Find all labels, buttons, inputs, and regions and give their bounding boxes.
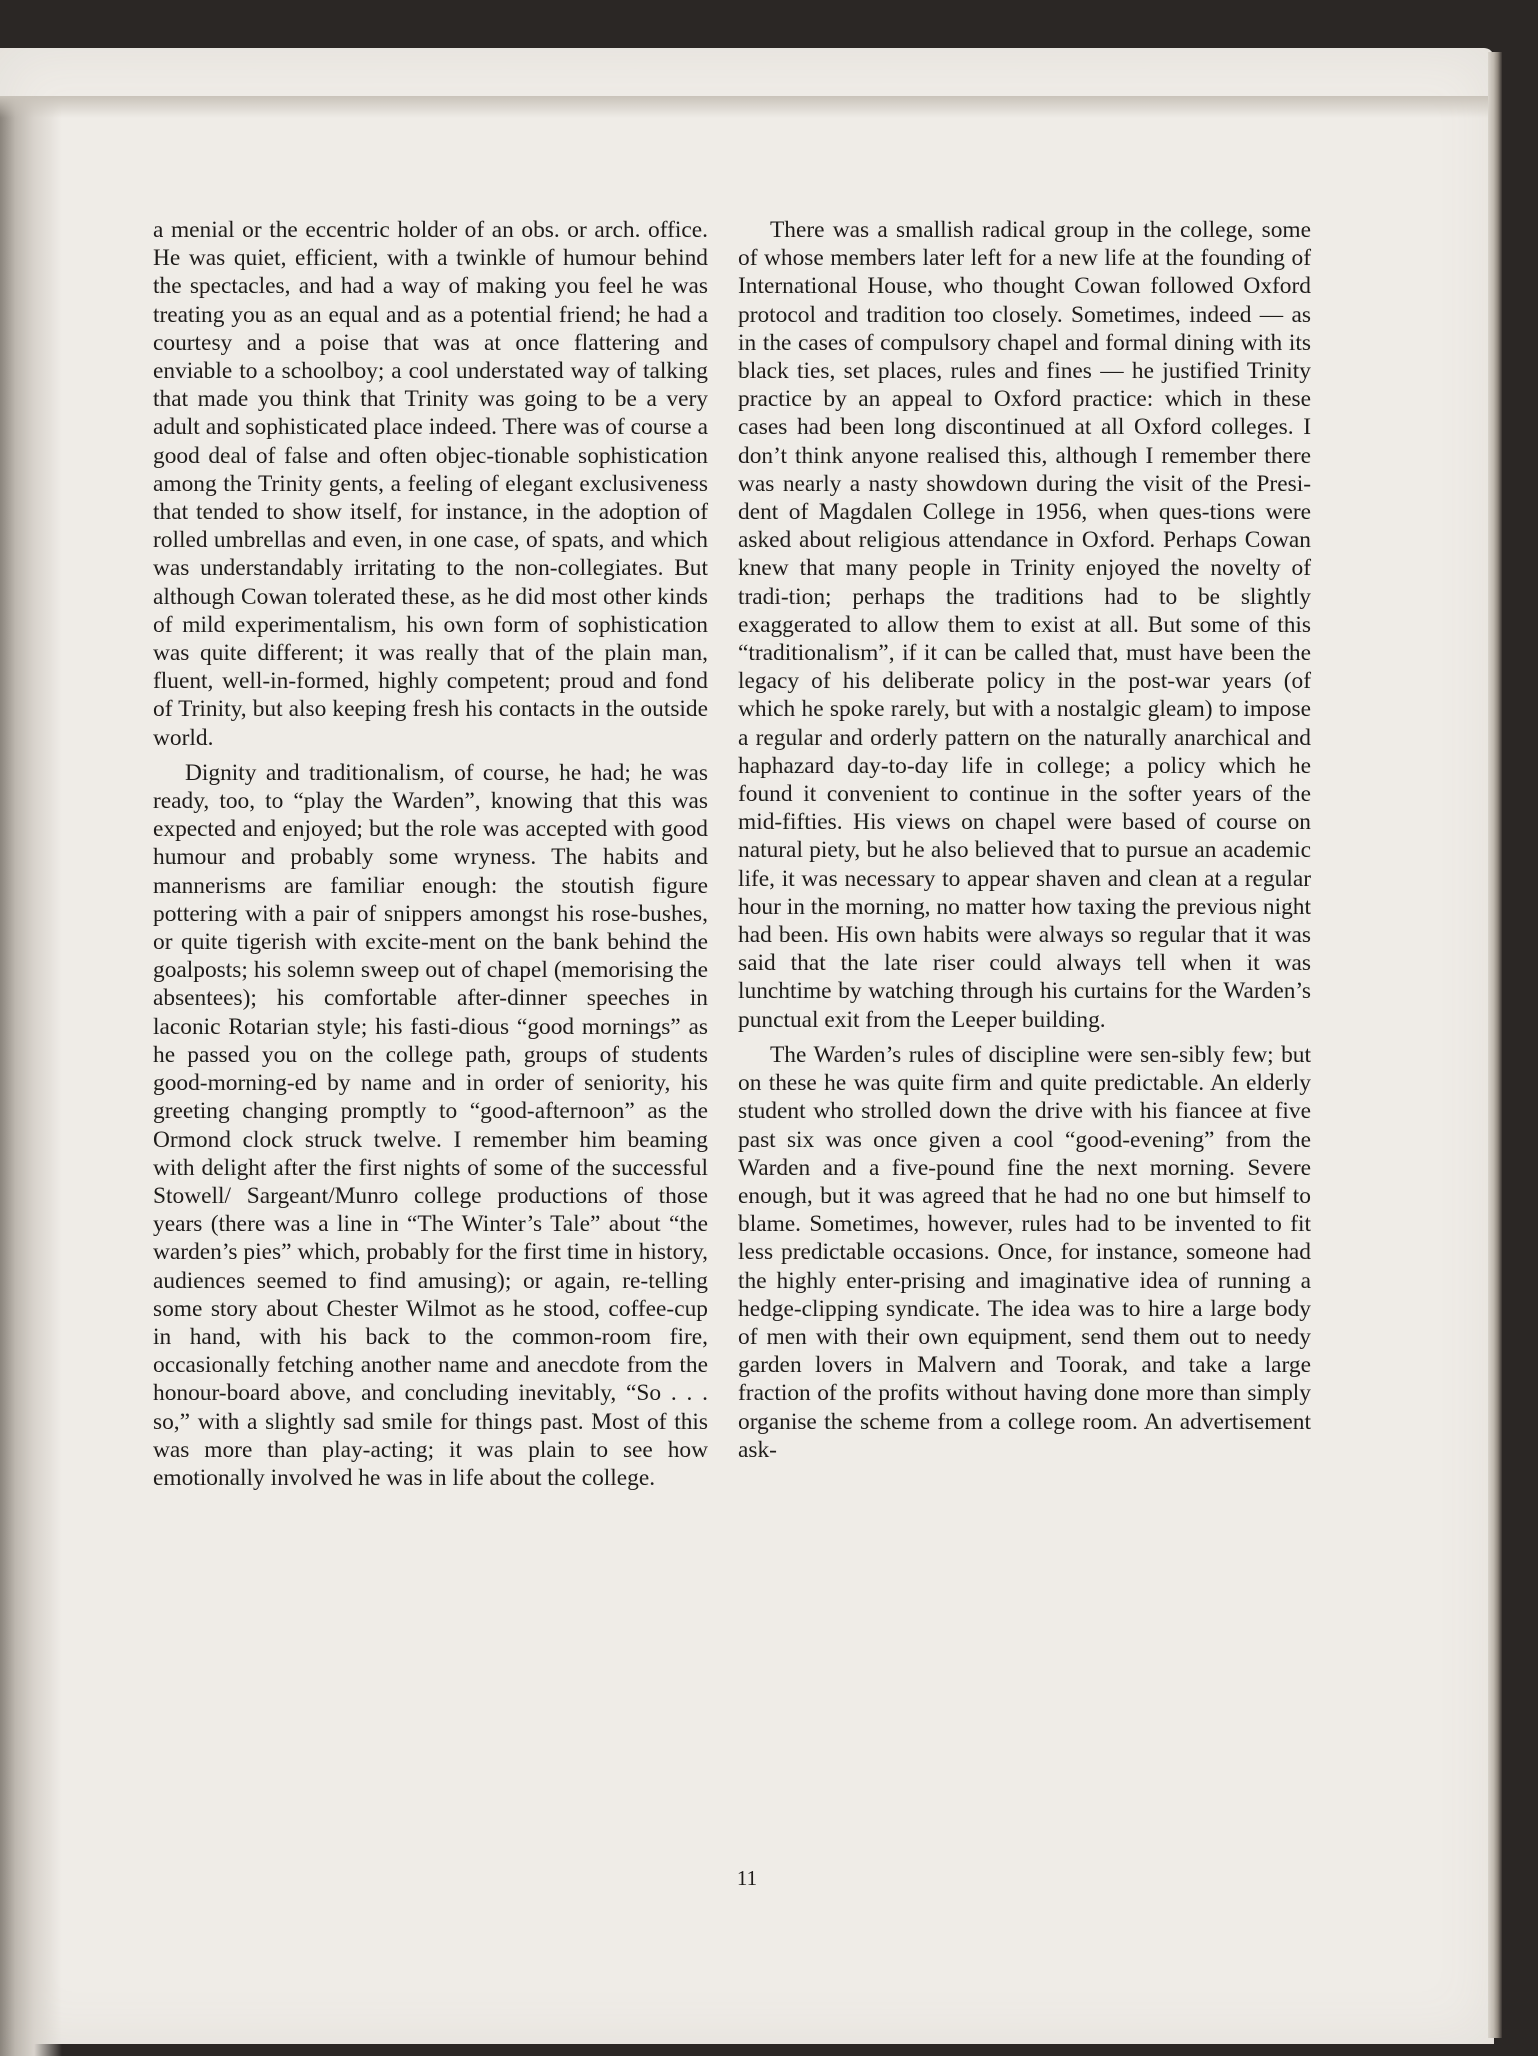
- book-page: [0, 48, 1494, 2044]
- paragraph: There was a smallish radical group in the college, some of whose members later left for a new life at the founding of International House, who thought Cowan followed Oxford protocol and tradition too closely. Sometimes, indeed — as in the cases of compulsory chapel and formal dining with its black ties, set places, rules and fines — he justified Trinity practice by an appeal to Oxford practice: which in these cases had been long discontinued at all Oxford colleges. I don’t think anyone realised this, although I remember there was nearly a nasty showdown during the visit of the Presi-dent of Magdalen College in 1956, when ques-tions were asked about religious attendance in Oxford. Perhaps Cowan knew that many people in Trinity enjoyed the novelty of tradi-tion; perhaps the traditions had to be slightly exaggerated to allow them to exist at all. But some of this “traditionalism”, if it can be called that, must have been the legacy of his deliberate policy in the post-war years (of which he spoke rarely, but with a nostalgic gleam) to impose a regular and orderly pattern on the naturally anarchical and haphazard day-to-day life in college; a policy which he found it convenient to continue in the softer years of the mid-fifties. His views on chapel were based of course on natural piety, but he also believed that to pursue an academic life, it was necessary to appear shaven and clean at a regular hour in the morning, no matter how taxing the previous night had been. His own habits were always so regular that it was said that the late riser could always tell when it was lunchtime by watching through his curtains for the Warden’s punctual exit from the Leeper building.: [738, 217, 1311, 1033]
- paragraph: Dignity and traditionalism, of course, he had; he was ready, too, to “play the Warden”, knowing that this was expected and enjoyed; but the role was accepted with good humour and probably some wryness. The habits and mannerisms are familiar enough: the stoutish figure pottering with a pair of snippers amongst his rose-bushes, or quite tigerish with excite-ment on the bank behind the goalposts; his solemn sweep out of chapel (memorising the absentees); his comfortable after-dinner speeches in laconic Rotarian style; his fasti-dious “good mornings” as he passed you on the college path, groups of students good-morning-ed by name and in order of seniority, his greeting changing promptly to “good-afternoon” as the Ormond clock struck twelve. I remember him beaming with delight after the first nights of some of the successful Stowell/ Sargeant/Munro college productions of those years (there was a line in “The Winter’s Tale” about “the warden’s pies” which, probably for the first time in history, audiences seemed to find amusing); or again, re-telling some story about Chester Wilmot as he stood, coffee-cup in hand, with his back to the common-room fire, occasionally fetching another name and anecdote from the honour-board above, and concluding inevitably, “So . . . so,” with a slightly sad smile for things past. Most of this was more than play-acting; it was plain to see how emotionally involved he was in life about the college.: [153, 759, 708, 1491]
- page-number: 11: [736, 1866, 758, 1890]
- right-text-column: [738, 216, 1311, 1471]
- paragraph: The Warden’s rules of discipline were sen-sibly few; but on these he was quite firm and quite predictable. An elderly student who strolled down the drive with his fiancee at five past six was once given a cool “good-evening” from the Warden and a five-pound fine the next morning. Severe enough, but it was agreed that he had no one but himself to blame. Sometimes, however, rules had to be invented to fit less predictable occasions. Once, for instance, someone had the highly enter-prising and imaginative idea of running a hedge-clipping syndicate. The idea was to hire a large body of men with their own equipment, send them out to needy garden lovers in Malvern and Toorak, and take a large fraction of the profits without having done more than simply organise the scheme from a college room. An advertisement ask-: [738, 1041, 1311, 1463]
- binding-shadow: [0, 96, 62, 2056]
- paragraph: a menial or the eccentric holder of an obs. or arch. office. He was quiet, efficient, with a twinkle of humour behind the spectacles, and had a way of making you feel he was treating you as an equal and as a potential friend; he had a courtesy and a poise that was at once flattering and enviable to a schoolboy; a cool understated way of talking that made you think that Trinity was going to be a very adult and sophisticated place indeed. There was of course a good deal of false and often objec-tionable sophistication among the Trinity gents, a feeling of elegant exclusiveness that tended to show itself, for instance, in the adoption of rolled umbrellas and even, in one case, of spats, and which was understandably irritating to the non-collegiates. But although Cowan tolerated these, as he did most other kinds of mild experimentalism, his own form of sophistication was quite different; it was really that of the plain man, fluent, well-in-formed, highly competent; proud and fond of Trinity, but also keeping fresh his contacts in the outside world.: [153, 217, 708, 751]
- top-edge-shadow: [0, 96, 1494, 118]
- left-text-column: [153, 216, 708, 1499]
- page-stack-edge: [1488, 52, 1502, 2038]
